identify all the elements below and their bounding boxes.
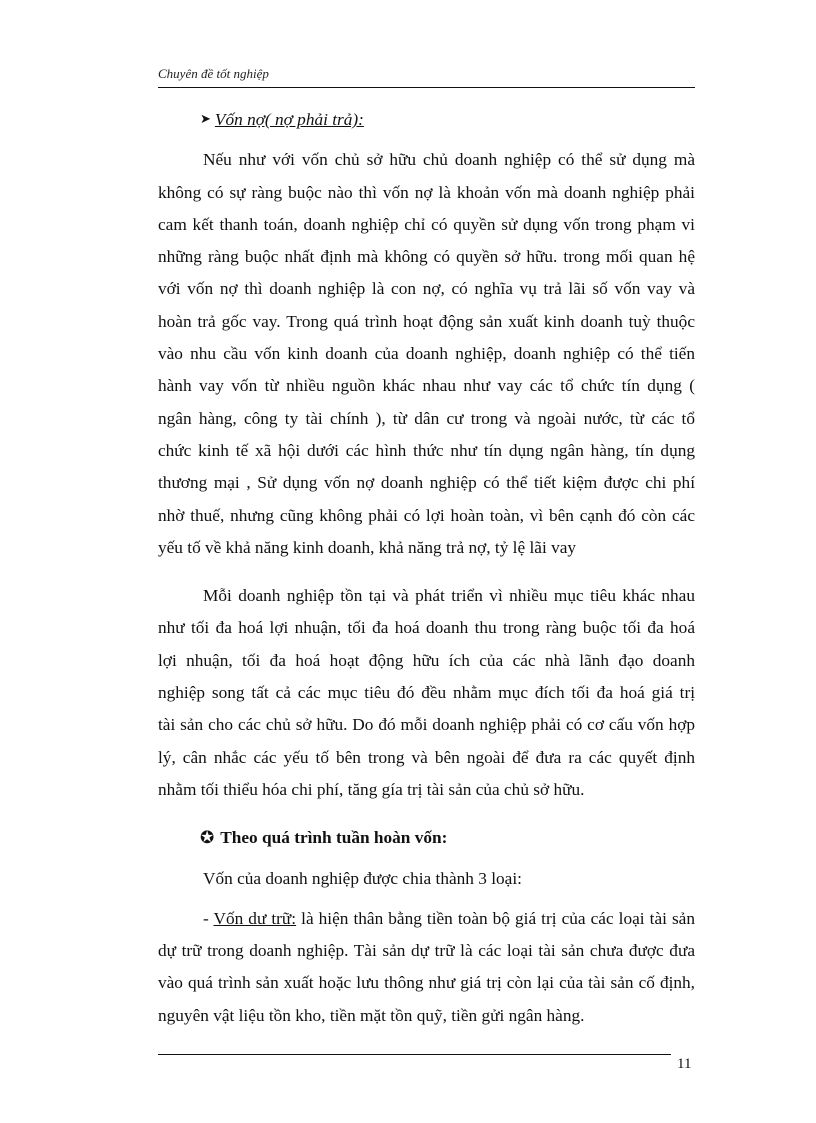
- paragraph-line: chức kinh tế xã hội dưới các hình thức như tín dụng ngân hàng, tín dụng: [158, 440, 695, 460]
- item-first-line-rest: là hiện thân bằng tiền toàn bộ giá trị của các loại tài sản: [296, 908, 695, 928]
- page-number: 11: [677, 1056, 692, 1072]
- subsection-title-text: Vốn nợ( nợ phải trả):: [214, 110, 364, 129]
- paragraph-line: Nếu như với vốn chủ sở hữu chủ doanh nghiệp có thể sử dụng mà: [203, 150, 695, 170]
- paragraph-line: yếu tố về khả năng kinh doanh, khả năng trả nợ, tỷ lệ lãi vay: [158, 537, 577, 557]
- paragraph-line: không có sự ràng buộc nào thì vốn nợ là khoản vốn mà doanh nghiệp phải: [158, 182, 695, 202]
- item-prefix: -: [203, 908, 214, 928]
- paragraph-line: Mỗi doanh nghiệp tồn tại và phát triển vì nhiều mục tiêu khác nhau: [203, 586, 695, 606]
- triangle-marker-icon: ➤: [200, 111, 211, 126]
- section-heading: [158, 822, 695, 854]
- paragraph-line: dự trữ trong doanh nghiệp. Tài sản dự trữ là các loại tài sản chưa được đưa: [158, 941, 695, 961]
- item-vốn-dự-trữ: [158, 903, 695, 1032]
- running-header: Chuyên đề tốt nghiệp: [158, 66, 269, 81]
- body-text: [158, 104, 695, 1032]
- paragraph-line: lợi nhuận, tối đa hoá hoạt động hữu ích của các nhà lãnh đạo doanh: [158, 650, 695, 670]
- paragraph-line: hành vay vốn từ nhiều nguồn khác nhau như vay các tổ chức tín dụng (: [158, 376, 695, 396]
- paragraph-line: với vốn nợ thì doanh nghiệp là con nợ, có nghĩa vụ trả lãi số vốn vay và: [158, 279, 695, 299]
- paragraph-line: cam kết thanh toán, doanh nghiệp chỉ có quyền sử dụng vốn trong phạm vi: [158, 214, 695, 234]
- paragraph-line: hoàn trả gốc vay. Trong quá trình hoạt động sản xuất kinh doanh tuỳ thuộc: [158, 311, 695, 331]
- item-first-line: [158, 903, 695, 935]
- paragraph-line: những ràng buộc nhất định mà không có quyền sở hữu. trong mối quan hệ: [158, 247, 695, 267]
- item-term: Vốn dư trữ:: [213, 908, 297, 928]
- paragraph-line: nguyên vật liệu tồn kho, tiền mặt tồn quỹ, tiền gửi ngân hàng.: [158, 1005, 585, 1025]
- paragraph-line: thương mại , Sử dụng vốn nợ doanh nghiệp có thể tiết kiệm được chi phí: [158, 473, 695, 493]
- paragraph-line: vào nhu cầu vốn kinh doanh của doanh nghiệp, doanh nghiệp có thể tiến: [158, 344, 695, 364]
- paragraph-vốn-nợ: [158, 144, 695, 564]
- paragraph-line: nhằm tối thiểu hóa chi phí, tăng gía trị tài sản của chủ sở hữu.: [158, 779, 585, 799]
- paragraph-line: ngân hàng, công ty tài chính ), từ dân cư trong và ngoài nước, từ các tổ: [158, 408, 695, 428]
- footer-rule: [158, 1054, 671, 1055]
- section-heading-text: Theo quá trình tuần hoàn vốn:: [220, 828, 448, 848]
- header-rule: [158, 87, 695, 88]
- paragraph-mục-tiêu: [158, 580, 695, 806]
- paragraph-line: vào quá trình sản xuất hoặc lưu thông như giá trị còn lại của tài sản cố định,: [158, 973, 695, 993]
- paragraph-line: nhờ thuế, nhưng cũng không phải có lợi hoàn toàn, vì bên cạnh đó còn các: [158, 505, 695, 525]
- star-circle-icon: ✪: [200, 828, 215, 848]
- subsection-title: [158, 104, 695, 136]
- paragraph-line: nghiệp song tất cả các mục tiêu đó đều nhằm mục đích tối đa hoá giá trị: [158, 683, 695, 703]
- paragraph-line: tài sản cho các chủ sở hữu. Do đó mỗi doanh nghiệp phải có cơ cấu vốn hợp: [158, 715, 695, 735]
- paragraph-line: như tối đa hoá lợi nhuận, tối đa hoá doanh thu trong ràng buộc tối đa hoá: [158, 618, 695, 638]
- intro-line: Vốn của doanh nghiệp được chia thành 3 loại:: [203, 868, 522, 888]
- paragraph-line: lý, cân nhắc các yếu tố bên trong và bên ngoài để đưa ra các quyết định: [158, 747, 695, 767]
